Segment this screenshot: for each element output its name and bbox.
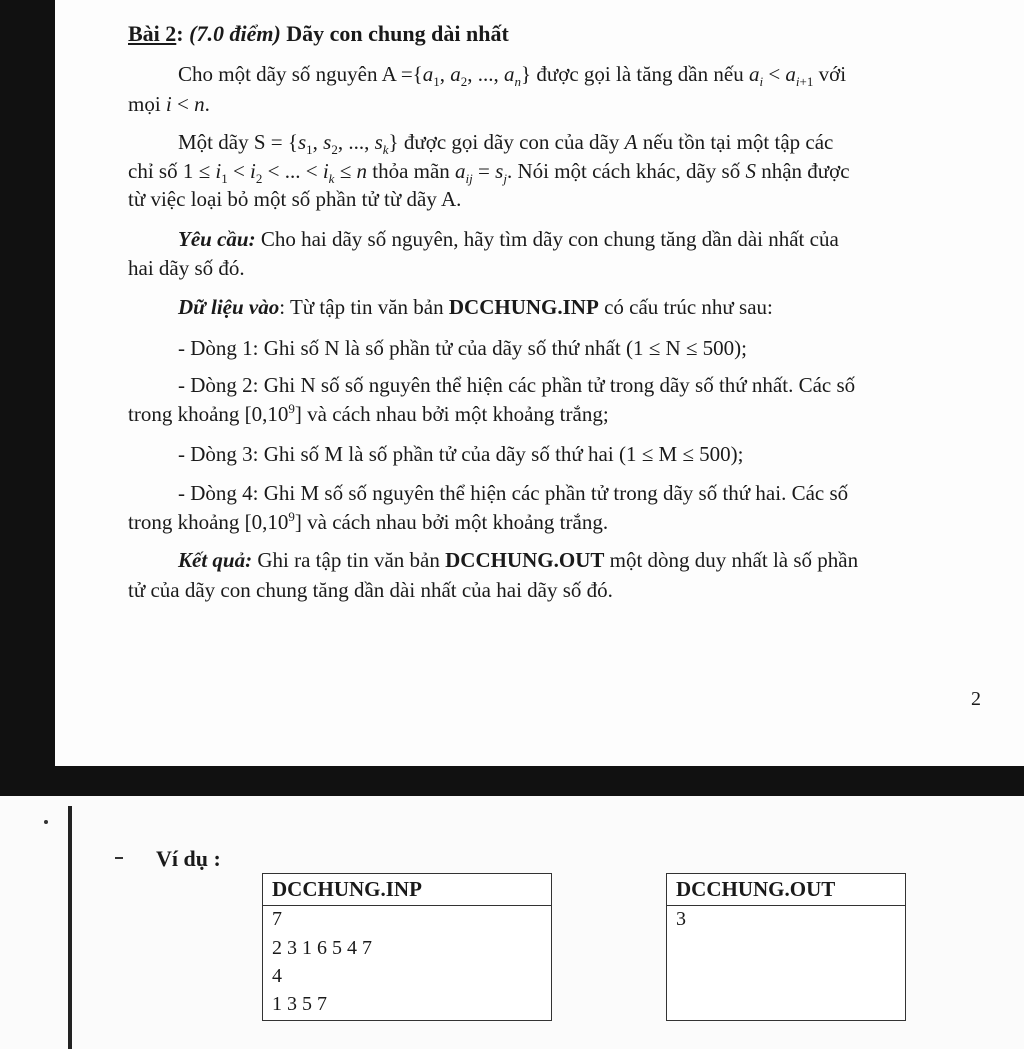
example-output-header: DCCHUNG.OUT <box>667 874 905 906</box>
example-input-line: 7 <box>272 908 282 930</box>
example-input-line: 4 <box>272 965 282 987</box>
margin-dash <box>115 857 123 859</box>
definition-subsequence-line2: chỉ số $1 \le i_1 < i_2$ < ... < $i_k \le n$ thỏa mãn $a_{ij} = s_j$. Nói một cách khác, dãy số S nhận được <box>128 159 850 187</box>
input-line-4b: trong khoảng [0,10$^9$] và cách nhau bởi một khoảng trắng. <box>128 509 609 534</box>
definition-increasing-line2: mọi i < n. <box>128 92 210 116</box>
output-line2: tử của dãy con chung tăng dần dài nhất của hai dãy số đó. <box>128 578 613 602</box>
input-line-4a: - Dòng 4: Ghi M số số nguyên thể hiện các phần tử trong dãy số thứ hai. Các số <box>178 481 849 505</box>
input-line-1: - Dòng 1: Ghi số N là số phần tử của dãy số thứ nhất (1 ≤ N ≤ 500); <box>178 336 747 360</box>
page-number: 2 <box>971 688 981 710</box>
input-description: Dữ liệu vào: Từ tập tin văn bản DCCHUNG.INP có cấu trúc như sau: <box>178 295 773 319</box>
margin-line <box>68 806 72 1049</box>
output-line1: Kết quả: Ghi ra tập tin văn bản DCCHUNG.OUT một dòng duy nhất là số phần <box>178 548 859 572</box>
example-input-line: 2 3 1 6 5 4 7 <box>272 937 372 959</box>
input-line-2a: - Dòng 2: Ghi N số số nguyên thể hiện các phần tử trong dãy số thứ nhất. Các số <box>178 373 856 397</box>
definition-increasing-line1: Cho một dãy số nguyên $A =\{a_1$, $a_2$, ..., $a_n$} được gọi là tăng dần nếu $a_i < a_{i+1}$ với <box>178 62 847 90</box>
definition-subsequence-line3: từ việc loại bỏ một số phần tử từ dãy A. <box>128 187 462 211</box>
example-input-table <box>262 873 552 1021</box>
example-input-line: 1 3 5 7 <box>272 993 327 1015</box>
example-output-line: 3 <box>676 908 686 930</box>
problem-title: Bài 2: (7.0 điểm) Dãy con chung dài nhất <box>128 21 509 46</box>
requirement-line1: Yêu cầu: Cho hai dãy số nguyên, hãy tìm dãy con chung tăng dần dài nhất của <box>178 227 839 251</box>
requirement-line2: hai dãy số đó. <box>128 256 245 280</box>
margin-dot <box>44 820 48 824</box>
example-output-table <box>666 873 906 1021</box>
example-label: Ví dụ : <box>156 846 221 871</box>
input-line-3: - Dòng 3: Ghi số M là số phần tử của dãy số thứ hai (1 ≤ M ≤ 500); <box>178 442 744 466</box>
example-input-header: DCCHUNG.INP <box>263 874 551 906</box>
definition-subsequence-line1: Một dãy $S = \{s_1$, $s_2$, ..., $s_k$} được gọi dãy con của dãy A nếu tồn tại một tập các <box>178 130 834 158</box>
input-line-2b: trong khoảng [0,10$^9$] và cách nhau bởi một khoảng trắng; <box>128 401 609 426</box>
